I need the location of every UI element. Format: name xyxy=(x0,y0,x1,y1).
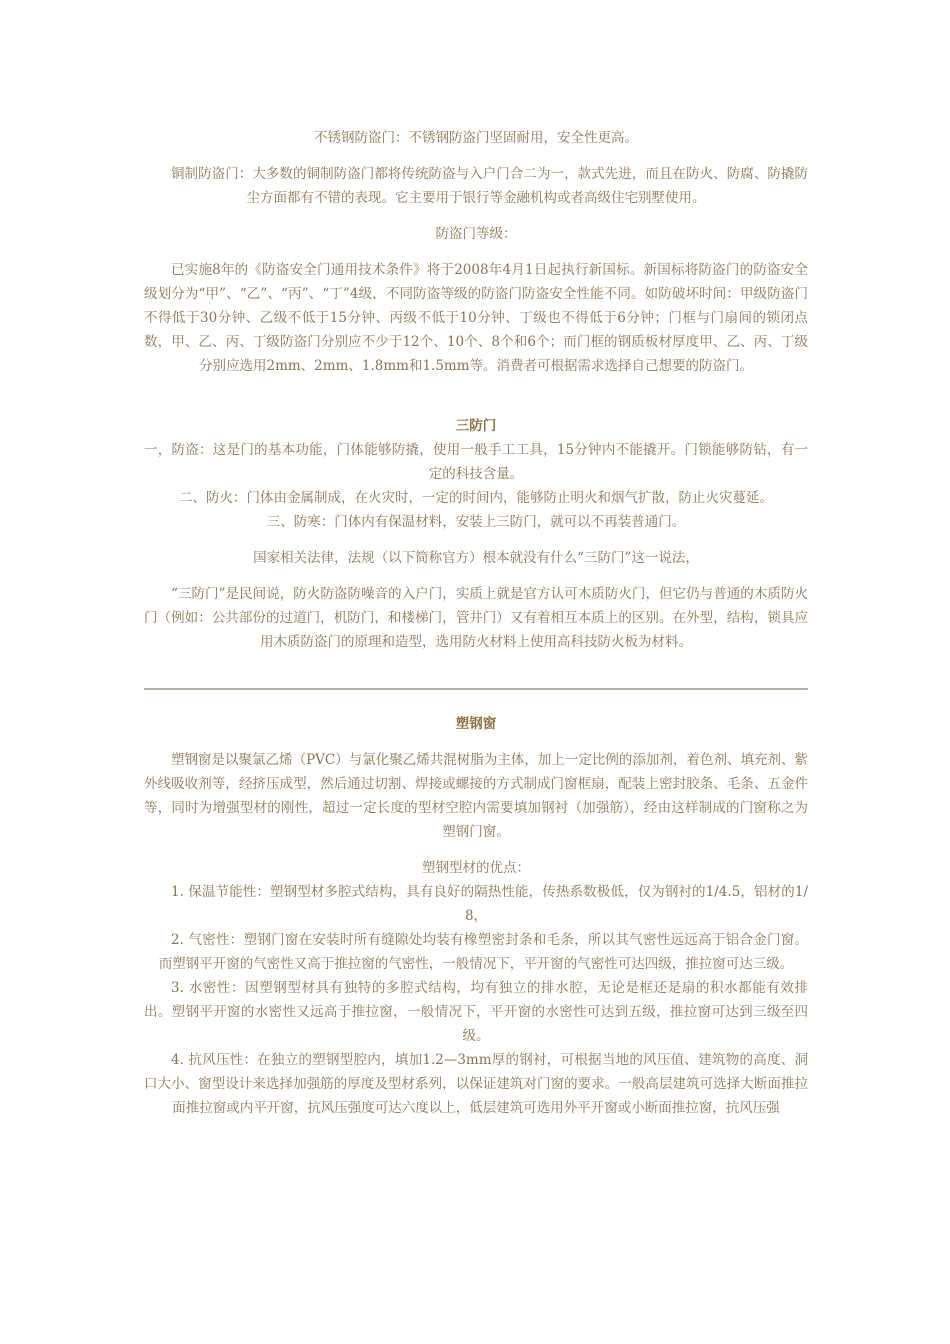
paragraph-advantage-watertight: 3. 水密性：因塑钢型材具有独特的多腔式结构，均有独立的排水腔，无论是框还是扇的积水都能有效排出。塑钢平开窗的水密性又远高于推拉窗，一般情况下，平开窗的水密性可达到五级，推拉窗可达到三级至四级。 xyxy=(144,980,808,1044)
paragraph-door-grade-title: 防盗门等级： xyxy=(435,226,517,242)
paragraph-stainless-door: 不锈钢防盗门：不锈钢防盗门坚固耐用，安全性更高。 xyxy=(314,130,638,146)
paragraph-advantage-insulation: 1. 保温节能性：塑钢型材多腔式结构，具有良好的隔热性能，传热系数极低，仅为钢衬的1/4.5，铝材的1/8， xyxy=(171,884,808,924)
paragraph-copper-door: 铜制防盗门：大多数的铜制防盗门都将传统防盗与入户门合二为一，款式先进，而且在防火、防腐、防撬防尘方面都有不错的表现。它主要用于银行等金融机构或者高级住宅别墅使用。 xyxy=(171,166,808,206)
paragraph-law-note: 国家相关法律，法规（以下简称官方）根本就没有什么“三防门”这一说法， xyxy=(253,550,699,566)
paragraph-coldproof: 三、防寒：门体内有保温材料，安装上三防门，就可以不再装普通门。 xyxy=(266,514,686,530)
heading-plastic-steel-window: 塑钢窗 xyxy=(455,716,497,732)
paragraph-folk-saying: “三防门”是民间说，防火防盗防噪音的入户门，实质上就是官方认可木质防火门，但它仍与普通的木质防火门（例如：公共部份的过道门，机防门，和楼梯门，管井门）又有着相互本质上的区别。在外型，结构，锁具应用木质防盗门的原理和造型，选用防火材料上使用高科技防火板为材料。 xyxy=(144,586,808,650)
paragraph-advantages-title: 塑钢型材的优点： xyxy=(422,860,530,876)
paragraph-fireproof: 二、防火：门体由金属制成，在火灾时，一定的时间内，能够防止明火和烟气扩散，防止火灾蔓延。 xyxy=(179,490,773,506)
paragraph-advantage-airtight: 2. 气密性：塑钢门窗在安装时所有缝隙处均装有橡塑密封条和毛条，所以其气密性远远高于铝合金门窗。而塑钢平开窗的气密性又高于推拉窗的气密性，一般情况下，平开窗的气密性可达四级，推拉窗可达三级。 xyxy=(158,932,808,972)
paragraph-advantage-wind-pressure: 4. 抗风压性：在独立的塑钢型腔内，填加1.2—3mm厚的钢衬，可根据当地的风压值、建筑物的高度、洞口大小、窗型设计来选择加强筋的厚度及型材系列，以保证建筑对门窗的要求。一般高层建筑可选择大断面推拉面推拉窗或内平开窗，抗风压强度可达六度以上，低层建筑可选用外平开窗或小断面推拉窗，抗风压强 xyxy=(144,1052,808,1116)
paragraph-anti-theft: 一，防盗：这是门的基本功能，门体能够防撬，使用一般手工工具，15分钟内不能撬开。门锁能够防钻，有一定的科技含量。 xyxy=(144,442,808,482)
document-content xyxy=(144,126,808,1120)
paragraph-national-standard: 已实施8年的《防盗安全门通用技术条件》将于2008年4月1日起执行新国标。新国标将防盗门的防盗安全级划分为“甲”、“乙”、“丙”、“丁”4级，不同防盗等级的防盗门防盗安全性能不同。如防破坏时间：甲级防盗门不得低于30分钟、乙级不低于15分钟、丙级不低于10分钟、丁级也不得低于6分钟；门框与门扇间的锁闭点数，甲、乙、丙、丁级防盗门分别应不少于12个、10个、8个和6个；而门框的钢质板材厚度甲、乙、丙、丁级分别应选用2mm、2mm、1.8mm和1.5mm等。消费者可根据需求选择自己想要的防盗门。 xyxy=(144,262,808,374)
paragraph-plastic-steel-definition: 塑钢窗是以聚氯乙烯（PVC）与氯化聚乙烯共混树脂为主体，加上一定比例的添加剂，着色剂、填充剂、紫外线吸收剂等，经挤压成型，然后通过切割、焊接或螺接的方式制成门窗框扇，配装上密封胶条、毛条、五金件等，同时为增强型材的刚性，超过一定长度的型材空腔内需要填加钢衬（加强筋），经由这样制成的门窗称之为塑钢门窗。 xyxy=(144,752,808,840)
heading-three-proof-door: 三防门 xyxy=(455,418,497,434)
